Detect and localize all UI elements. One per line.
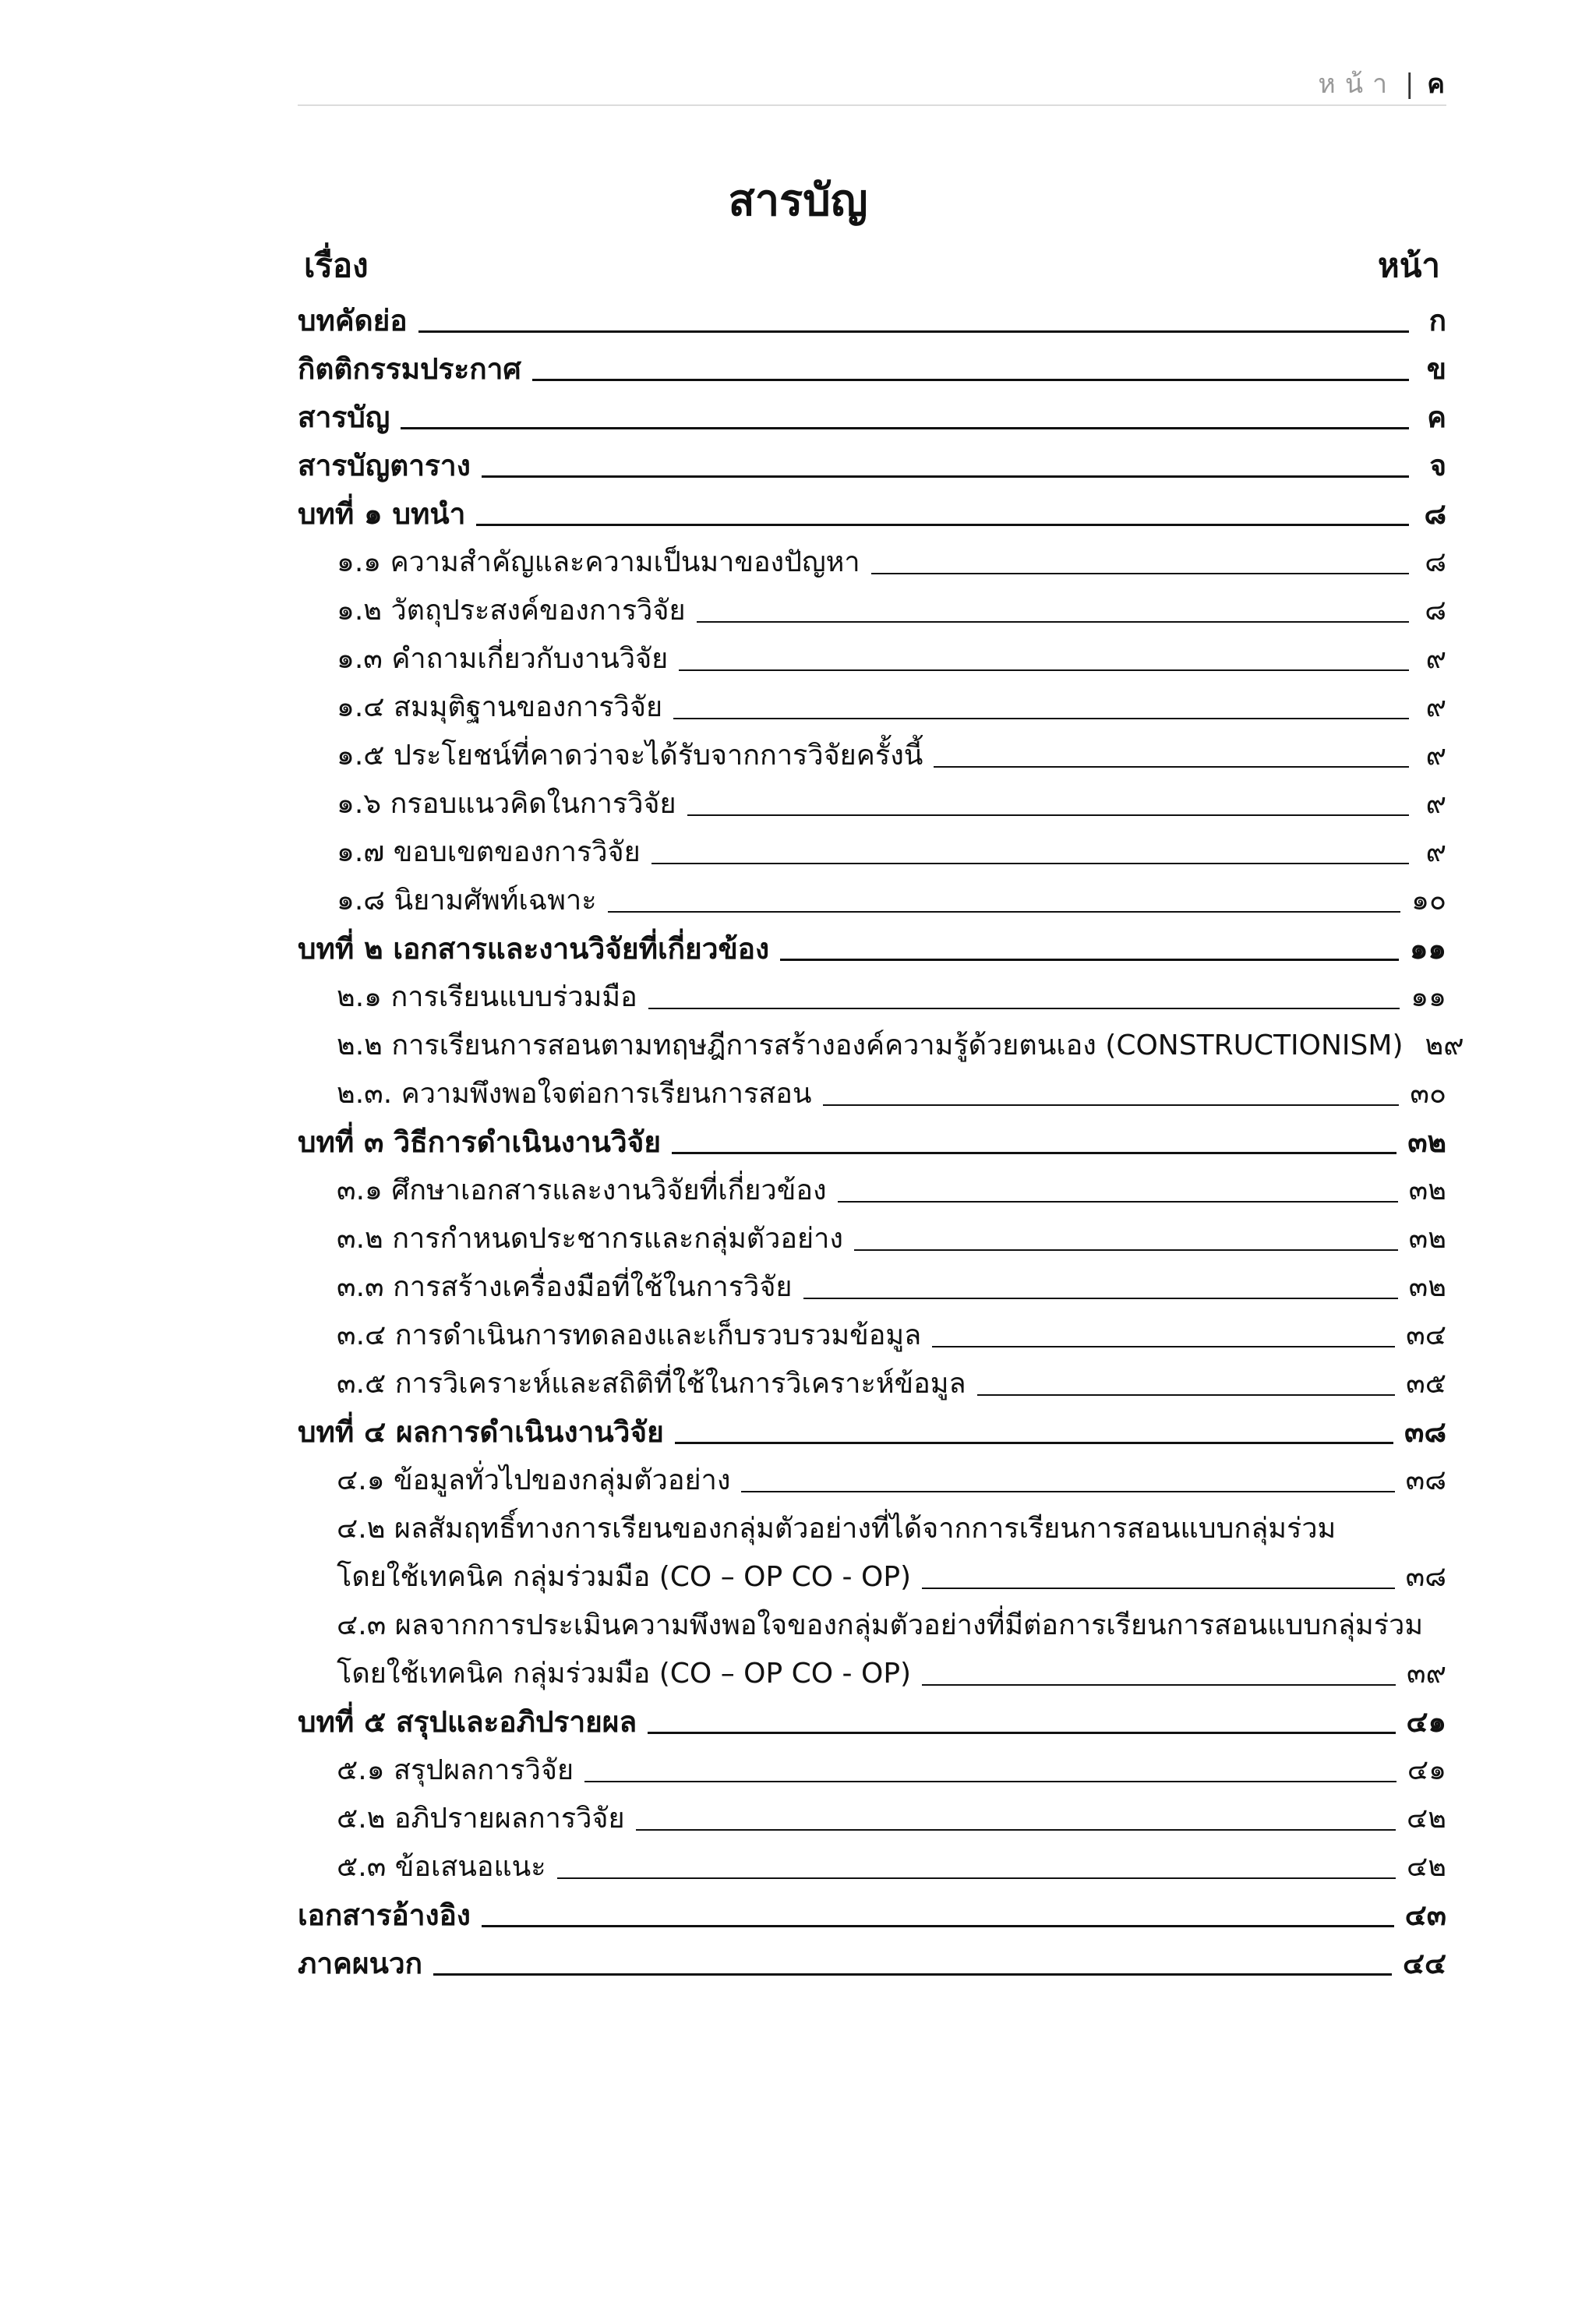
toc-entry-page: ๙ <box>1425 788 1446 820</box>
table-of-contents <box>298 290 1464 1981</box>
toc-entry-page: ๔๔ <box>1402 1947 1446 1980</box>
toc-entry <box>298 1305 1446 1353</box>
toc-entry <box>298 1884 1446 1933</box>
toc-entry-title: ๒.๑ การเรียนแบบร่วมมือ <box>337 981 637 1013</box>
toc-entry-page: ๙ <box>1425 691 1446 723</box>
toc-entry <box>298 1063 1446 1111</box>
toc-entry <box>298 773 1446 821</box>
toc-entry <box>298 725 1446 773</box>
toc-entry <box>298 1450 1446 1498</box>
toc-entry <box>298 1595 1446 1643</box>
toc-entry-title: ภาคผนวก <box>298 1947 423 1980</box>
toc-entry-page: จ <box>1429 449 1446 482</box>
toc-entry-page: ๓๘ <box>1405 1464 1446 1496</box>
toc-entry <box>298 1208 1446 1256</box>
toc-entry <box>298 628 1446 676</box>
toc-entry-page: ๔๓ <box>1404 1898 1446 1932</box>
page-number-indicator <box>1318 62 1445 104</box>
toc-entry-title: สารบัญตาราง <box>298 449 471 482</box>
toc-entry <box>298 290 1446 338</box>
toc-entry-title: ๑.๕ ประโยชน์ที่คาดว่าจะได้รับจากการวิจัยครั้งนี้ <box>337 740 923 772</box>
toc-entry-page: ๘ <box>1425 595 1446 627</box>
toc-entry-page: ๓๙ <box>1407 1658 1446 1690</box>
toc-entry <box>298 1836 1446 1884</box>
toc-leader-line <box>672 1152 1396 1154</box>
toc-entry <box>298 1111 1446 1160</box>
toc-leader-line <box>557 1877 1396 1879</box>
toc-entry <box>298 580 1446 628</box>
toc-leader-line <box>675 1442 1393 1444</box>
toc-entry-title: ๑.๗ ขอบเขตของการวิจัย <box>337 836 641 868</box>
toc-entry-title: ๑.๔ สมมุติฐานของการวิจัย <box>337 691 663 723</box>
toc-entry <box>298 1546 1446 1595</box>
toc-entry-page: ๓๕ <box>1406 1368 1446 1400</box>
toc-entry-title: ๔.๒ ผลสัมฤทธิ์ทางการเรียนของกลุ่มตัวอย่างที่ได้จากการเรียนการสอนแบบกลุ่มร่วม <box>337 1513 1336 1545</box>
toc-entry-page: ๓๒ <box>1408 1223 1446 1255</box>
toc-entry-title: ๕.๑ สรุปผลการวิจัย <box>337 1754 574 1786</box>
toc-leader-line <box>922 1588 1395 1589</box>
toc-entry-title: โดยใช้เทคนิค กลุ่มร่วมมือ (CO – OP CO - OP) <box>337 1658 912 1690</box>
toc-leader-line <box>482 475 1409 478</box>
toc-leader-line <box>803 1298 1398 1299</box>
toc-entry-title: ๕.๓ ข้อเสนอแนะ <box>337 1851 546 1883</box>
page-number: ค <box>1427 69 1445 100</box>
toc-leader-line <box>673 718 1409 719</box>
toc-entry-title: กิตติกรรมประกาศ <box>298 352 521 386</box>
toc-entry-title: ๔.๓ ผลจากการประเมินความพึงพอใจของกลุ่มตัวอย่างที่มีต่อการเรียนการสอนแบบกลุ่มร่วม <box>337 1609 1424 1641</box>
toc-entry-page: ๑๑ <box>1410 932 1446 966</box>
toc-entry <box>298 338 1446 387</box>
toc-entry-title: ๑.๓ คำถามเกี่ยวกับงานวิจัย <box>337 643 669 675</box>
toc-entry <box>298 1643 1446 1691</box>
toc-entry <box>298 1401 1446 1450</box>
toc-entry-page: ข <box>1426 352 1446 386</box>
toc-entry-page: ๔๑ <box>1407 1754 1446 1786</box>
toc-entry-page: ๙ <box>1425 836 1446 868</box>
toc-leader-line <box>648 1732 1395 1734</box>
toc-entry-page: ๙ <box>1425 643 1446 675</box>
toc-leader-line <box>648 1008 1400 1009</box>
toc-entry-title: ๓.๓ การสร้างเครื่องมือที่ใช้ในการวิจัย <box>337 1271 793 1303</box>
toc-entry <box>298 1691 1446 1739</box>
toc-entry-page: ก <box>1428 304 1446 337</box>
toc-entry-title: บทที่ ๑ บทนำ <box>298 497 466 531</box>
toc-entry-title: ๓.๑ ศึกษาเอกสารและงานวิจัยที่เกี่ยวข้อง <box>337 1174 827 1206</box>
toc-entry-title: สารบัญ <box>298 401 390 434</box>
toc-entry <box>298 1933 1446 1981</box>
toc-entry-title: บทที่ ๕ สรุปและอภิปรายผล <box>298 1705 637 1739</box>
toc-entry-title: บทที่ ๒ เอกสารและงานวิจัยที่เกี่ยวข้อง <box>298 932 770 966</box>
toc-entry <box>298 435 1446 483</box>
toc-entry-title: ๑.๑ ความสำคัญและความเป็นมาของปัญหา <box>337 546 860 578</box>
toc-leader-line <box>838 1201 1398 1203</box>
toc-entry-title: เอกสารอ้างอิง <box>298 1898 471 1932</box>
toc-entry-title: ๓.๒ การกำหนดประชากรและกลุ่มตัวอย่าง <box>337 1223 843 1255</box>
page-column-label: หน้า <box>1378 246 1440 284</box>
toc-leader-line <box>977 1394 1396 1396</box>
toc-entry-title: ๔.๑ ข้อมูลทั่วไปของกลุ่มตัวอย่าง <box>337 1464 731 1496</box>
toc-entry-title: ๓.๔ การดำเนินการทดลองและเก็บรวบรวมข้อมูล <box>337 1319 922 1351</box>
toc-entry-page: ๑๐ <box>1411 885 1446 917</box>
toc-entry <box>298 1353 1446 1401</box>
document-title: สารบัญ <box>728 175 868 226</box>
toc-entry-page: ๔๑ <box>1406 1705 1446 1739</box>
toc-leader-line <box>433 1973 1392 1976</box>
toc-entry <box>298 1498 1446 1546</box>
toc-leader-line <box>934 766 1409 768</box>
toc-leader-line <box>401 427 1409 429</box>
toc-column-header <box>298 240 1446 287</box>
toc-entry <box>298 821 1446 870</box>
toc-leader-line <box>871 573 1409 574</box>
toc-leader-line <box>932 1346 1395 1347</box>
toc-leader-line <box>651 863 1409 864</box>
toc-entry-page: ๒๙ <box>1425 1030 1464 1061</box>
toc-leader-line <box>636 1829 1396 1831</box>
toc-entry <box>298 1160 1446 1208</box>
toc-entry <box>298 483 1446 532</box>
toc-entry <box>298 918 1446 966</box>
toc-entry-page: ๓๔ <box>1406 1319 1446 1351</box>
toc-entry-page: ค <box>1427 401 1446 434</box>
toc-entry <box>298 1015 1464 1063</box>
toc-entry-title: บทที่ ๔ ผลการดำเนินงานวิจัย <box>298 1415 664 1449</box>
toc-entry-title: บทคัดย่อ <box>298 304 408 337</box>
toc-entry-title: ๑.๘ นิยามศัพท์เฉพาะ <box>337 885 597 917</box>
toc-entry <box>298 1256 1446 1305</box>
toc-leader-line <box>584 1781 1396 1782</box>
toc-leader-line <box>823 1104 1400 1106</box>
toc-entry <box>298 676 1446 725</box>
toc-leader-line <box>697 621 1409 623</box>
toc-leader-line <box>482 1925 1394 1927</box>
toc-entry-page: ๘ <box>1425 546 1446 578</box>
toc-entry <box>298 1739 1446 1788</box>
toc-entry-page: ๓๐ <box>1410 1078 1446 1110</box>
toc-leader-line <box>854 1249 1398 1251</box>
page-separator: | <box>1404 69 1414 100</box>
toc-entry <box>298 870 1446 918</box>
toc-leader-line <box>418 330 1409 333</box>
toc-entry-page: ๔๒ <box>1407 1803 1446 1835</box>
toc-leader-line <box>687 814 1409 816</box>
toc-entry-title: ๕.๒ อภิปรายผลการวิจัย <box>337 1803 625 1835</box>
toc-leader-line <box>922 1684 1396 1686</box>
page-header <box>298 61 1446 106</box>
toc-leader-line <box>741 1491 1394 1492</box>
subject-column-label: เรื่อง <box>304 246 369 284</box>
toc-entry-title: บทที่ ๓ วิธีการดำเนินงานวิจัย <box>298 1125 662 1159</box>
toc-leader-line <box>532 379 1409 381</box>
toc-entry-title: ๒.๓. ความพึงพอใจต่อการเรียนการสอน <box>337 1078 812 1110</box>
toc-entry-title: ๑.๖ กรอบแนวคิดในการวิจัย <box>337 788 676 820</box>
toc-entry-page: ๓๒ <box>1407 1125 1446 1159</box>
toc-entry-page: ๑๑ <box>1411 981 1446 1013</box>
toc-leader-line <box>476 524 1409 526</box>
toc-entry-page: ๔๒ <box>1407 1851 1446 1883</box>
toc-entry-page: ๓๒ <box>1408 1271 1446 1303</box>
toc-entry-page: ๓๘ <box>1405 1561 1446 1593</box>
toc-leader-line <box>608 911 1401 913</box>
toc-entry-page: ๙ <box>1425 740 1446 772</box>
toc-entry <box>298 387 1446 435</box>
toc-entry-page: ๓๘ <box>1404 1415 1446 1449</box>
toc-entry-title: ๓.๕ การวิเคราะห์และสถิติที่ใช้ในการวิเคราะห์ข้อมูล <box>337 1368 966 1400</box>
toc-entry <box>298 1788 1446 1836</box>
toc-entry-page: ๘ <box>1424 497 1446 531</box>
toc-leader-line <box>780 959 1399 961</box>
toc-entry-title: ๒.๒ การเรียนการสอนตามทฤษฎีการสร้างองค์ความรู้ด้วยตนเอง (CONSTRUCTIONISM) <box>337 1030 1404 1061</box>
toc-entry <box>298 532 1446 580</box>
toc-entry <box>298 966 1446 1015</box>
toc-entry-title: ๑.๒ วัตถุประสงค์ของการวิจัย <box>337 595 686 627</box>
page-label: หน้า <box>1318 69 1397 100</box>
toc-leader-line <box>679 669 1409 671</box>
toc-entry-title: โดยใช้เทคนิค กลุ่มร่วมมือ (CO – OP CO - OP) <box>337 1561 912 1593</box>
toc-entry-page: ๓๒ <box>1408 1174 1446 1206</box>
